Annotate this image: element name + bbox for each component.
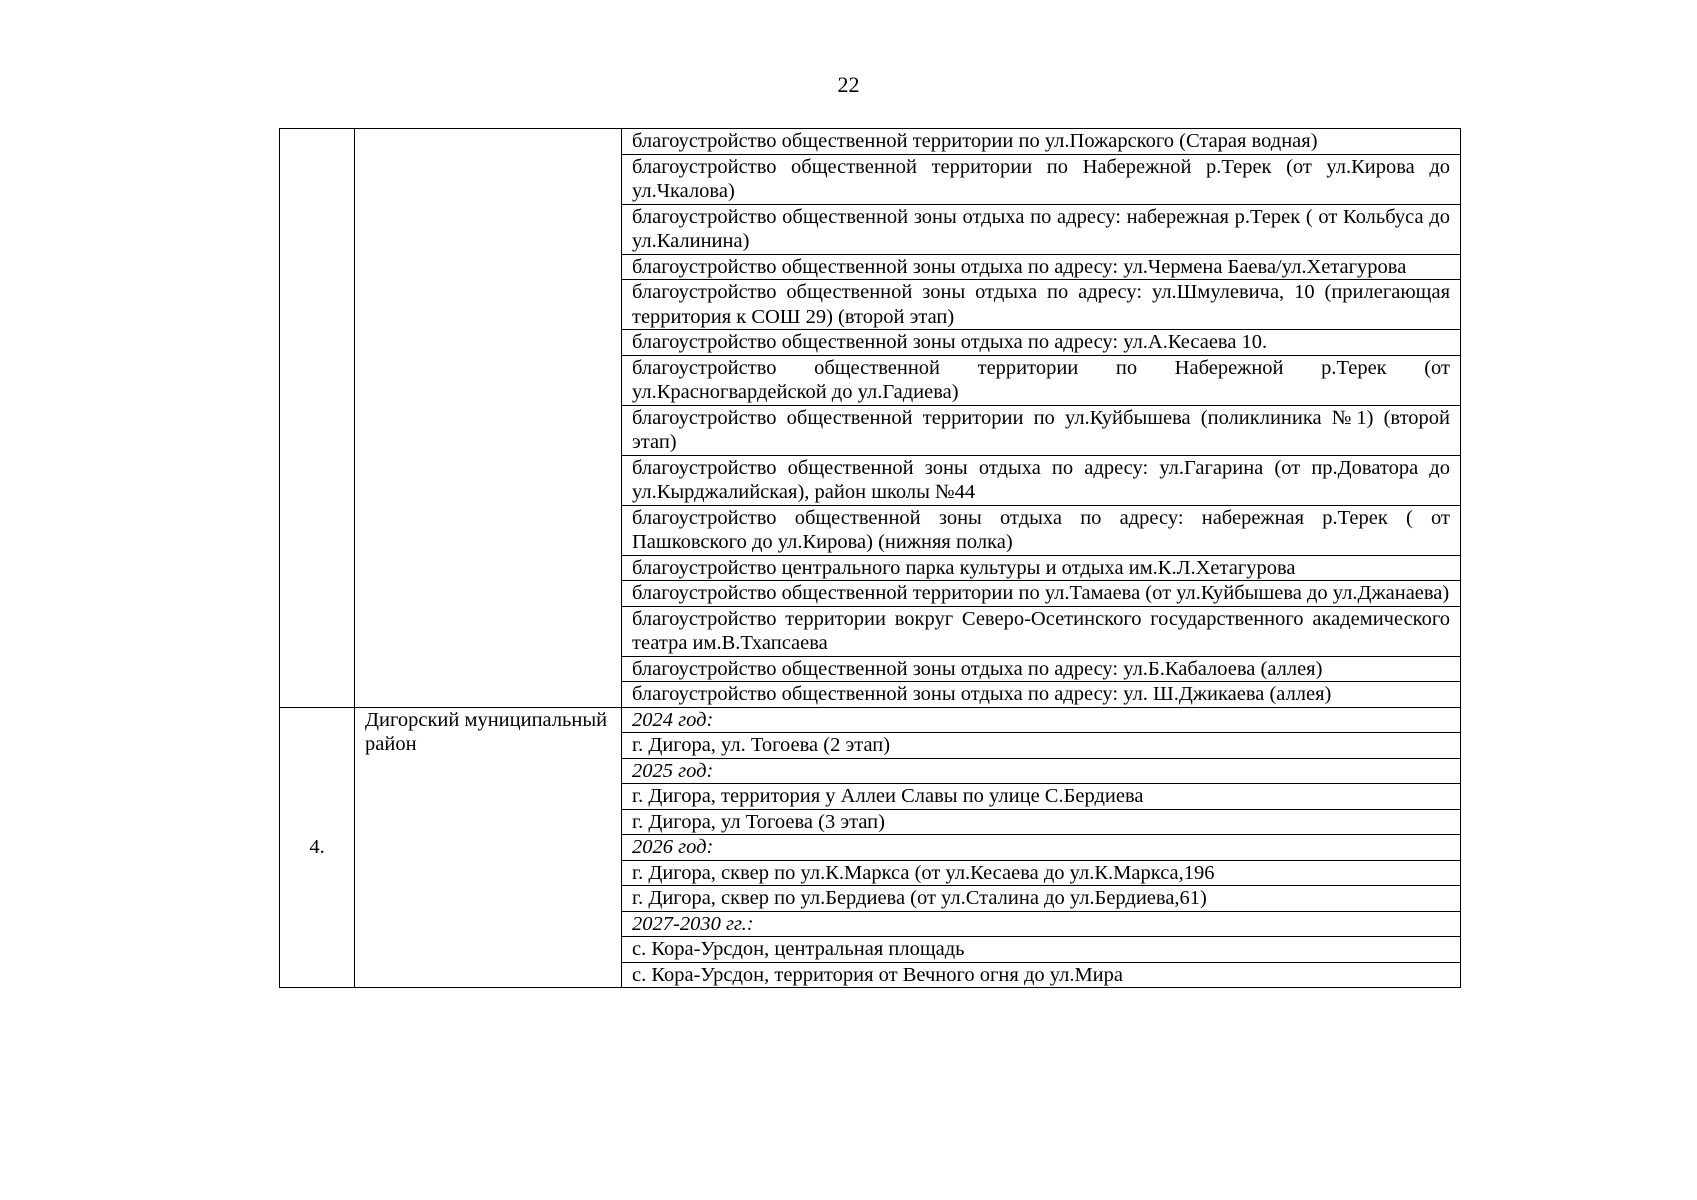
project-item: благоустройство общественной зоны отдыха по адресу: ул.Чермена Баева/ул.Хетагурова: [622, 254, 1461, 280]
project-item: благоустройство общественной территории по ул.Пожарского (Старая водная): [622, 129, 1461, 155]
table-row: [280, 129, 1461, 155]
project-item: благоустройство общественной территории по ул.Тамаева (от ул.Куйбышева до ул.Джанаева): [622, 581, 1461, 607]
year-heading: 2027-2030 гг.:: [622, 911, 1461, 937]
page-number: 22: [837, 72, 860, 97]
project-item: г. Дигора, ул Тогоева (3 этап): [622, 809, 1461, 835]
project-item: г. Дигора, ул. Тогоева (2 этап): [622, 733, 1461, 759]
district-name: Дигорский муниципальный район: [355, 707, 622, 988]
project-item: г. Дигора, сквер по ул.К.Маркса (от ул.Кесаева до ул.К.Маркса,196: [622, 860, 1461, 886]
project-item: с. Кора-Урсдон, территория от Вечного огня до ул.Мира: [622, 962, 1461, 988]
project-item: с. Кора-Урсдон, центральная площадь: [622, 937, 1461, 963]
project-item: благоустройство центрального парка культуры и отдыха им.К.Л.Хетагурова: [622, 555, 1461, 581]
year-heading: 2024 год:: [622, 707, 1461, 733]
project-item: благоустройство общественной зоны отдыха по адресу: ул.А.Кесаева 10.: [622, 330, 1461, 356]
project-item: благоустройство общественной зоны отдыха по адресу: ул. Ш.Джикаева (аллея): [622, 682, 1461, 708]
project-item: г. Дигора, территория у Аллеи Славы по улице С.Бердиева: [622, 784, 1461, 810]
project-item: г. Дигора, сквер по ул.Бердиева (от ул.Сталина до ул.Бердиева,61): [622, 886, 1461, 912]
district-number: 4.: [280, 707, 355, 988]
project-item: благоустройство общественной зоны отдыха по адресу: ул.Б.Кабалоева (аллея): [622, 656, 1461, 682]
project-item: благоустройство общественной территории по Набережной р.Терек (от ул.Кирова до ул.Чкалова): [622, 154, 1461, 204]
project-item: благоустройство общественной зоны отдыха по адресу: набережная р.Терек ( от Кольбуса до ул.Калинина): [622, 204, 1461, 254]
district-cell-continued: [355, 129, 622, 708]
project-item: благоустройство общественной территории по Набережной р.Терек (от ул.Красногвардейской до ул.Гадиева): [622, 355, 1461, 405]
project-item: благоустройство общественной зоны отдыха по адресу: набережная р.Терек ( от Пашковского до ул.Кирова) (нижняя полка): [622, 505, 1461, 555]
projects-table: [279, 128, 1461, 988]
project-item: благоустройство территории вокруг Северо-Осетинского государственного академического театра им.В.Тхапсаева: [622, 606, 1461, 656]
year-heading: 2025 год:: [622, 758, 1461, 784]
project-item: благоустройство общественной территории по ул.Куйбышева (поликлиника №1) (второй этап): [622, 405, 1461, 455]
year-heading: 2026 год:: [622, 835, 1461, 861]
project-item: благоустройство общественной зоны отдыха по адресу: ул.Гагарина (от пр.Доватора до ул.Кырджалийская), район школы №44: [622, 455, 1461, 505]
table-row: [280, 707, 1461, 733]
project-item: благоустройство общественной зоны отдыха по адресу: ул.Шмулевича, 10 (прилегающая территория к СОШ 29) (второй этап): [622, 280, 1461, 330]
number-cell-continued: [280, 129, 355, 708]
